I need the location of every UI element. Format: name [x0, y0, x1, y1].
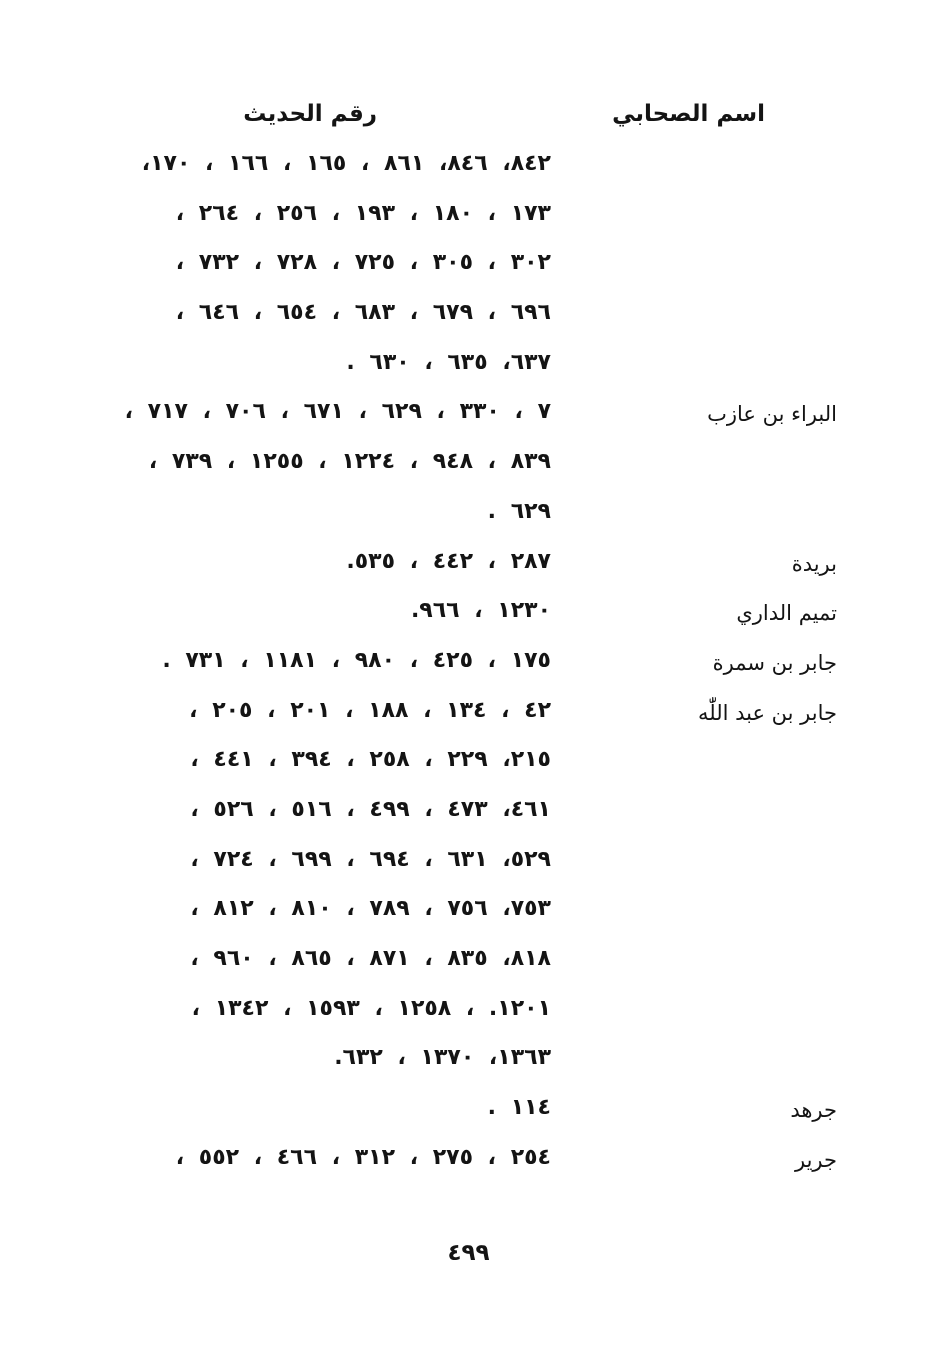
index-table — [0, 146, 937, 1189]
hadith-numbers: ١١٤ . — [487, 1095, 551, 1121]
companion-name: بريدة — [791, 551, 837, 576]
hadith-numbers: ٢١٥، ٢٢٩ ، ٢٥٨ ، ٣٩٤ ، ٤٤١ ، — [190, 747, 551, 773]
table-row — [0, 394, 937, 444]
hadith-numbers: ١٢٠١. ، ١٢٥٨ ، ١٥٩٣ ، ١٣٤٢ ، — [191, 995, 551, 1021]
table-row — [0, 991, 937, 1041]
page-number: ٤٩٩ — [447, 1240, 490, 1266]
table-row — [0, 891, 937, 941]
table-row — [0, 196, 937, 246]
hadith-numbers: ١٧٥ ، ٤٢٥ ، ٩٨٠ ، ١١٨١ ، ٧٣١ . — [162, 647, 551, 673]
hadith-numbers: ٦٩٦ ، ٦٧٩ ، ٦٨٣ ، ٦٥٤ ، ٦٤٦ ، — [175, 300, 551, 326]
companion-name: جرهد — [790, 1098, 837, 1123]
table-row — [0, 792, 937, 842]
companion-name-header: اسم الصحابي — [612, 101, 765, 127]
hadith-numbers: ٣٠٢ ، ٣٠٥ ، ٧٢٥ ، ٧٢٨ ، ٧٣٢ ، — [175, 250, 551, 276]
hadith-numbers: ٨١٨، ٨٣٥ ، ٨٧١ ، ٨٦٥ ، ٩٦٠ ، — [190, 946, 551, 971]
hadith-numbers: ٨٣٩ ، ٩٤٨ ، ١٢٢٤ ، ١٢٥٥ ، ٧٣٩ ، — [148, 449, 551, 475]
hadith-numbers: ٤٢ ، ١٣٤ ، ١٨٨ ، ٢٠١ ، ٢٠٥ ، — [189, 697, 551, 723]
hadith-numbers: ١٣٦٣، ١٣٧٠ ، ٦٣٢. — [334, 1045, 551, 1071]
table-row — [0, 1140, 937, 1190]
hadith-numbers: ٢٥٤ ، ٢٧٥ ، ٣١٢ ، ٤٦٦ ، ٥٥٢ ، — [175, 1144, 551, 1170]
table-row — [0, 295, 937, 345]
table-row — [0, 345, 937, 395]
hadith-numbers: ١٧٣ ، ١٨٠ ، ١٩٣ ، ٢٥٦ ، ٢٦٤ ، — [175, 200, 551, 226]
hadith-numbers: ٢٨٧ ، ٤٤٢ ، ٥٣٥. — [346, 548, 551, 574]
hadith-numbers: ٦٢٩ . — [487, 498, 551, 524]
table-row — [0, 693, 937, 743]
hadith-numbers: ٥٢٩، ٦٣١ ، ٦٩٤ ، ٦٩٩ ، ٧٢٤ ، — [190, 846, 551, 872]
companion-name: جرير — [795, 1147, 837, 1172]
hadith-numbers: ١٢٣٠ ، ٩٦٦. — [410, 598, 551, 624]
table-row — [0, 1090, 937, 1140]
companion-name: جابر بن سمرة — [712, 650, 837, 675]
table-row — [0, 444, 937, 494]
table-row — [0, 494, 937, 544]
hadith-numbers: ٧٥٣، ٧٥٦ ، ٧٨٩ ، ٨١٠ ، ٨١٢ ، — [190, 896, 551, 922]
table-row — [0, 245, 937, 295]
table-row — [0, 593, 937, 643]
companion-name: جابر بن عبد اللّٰه — [697, 700, 837, 725]
table-row — [0, 842, 937, 892]
hadith-numbers: ٦٣٧، ٦٣٥ ، ٦٣٠ . — [346, 349, 551, 375]
table-row — [0, 941, 937, 991]
hadith-number-header: رقم الحديث — [243, 101, 377, 127]
table-row — [0, 643, 937, 693]
companion-name: البراء بن عازب — [707, 402, 837, 427]
companion-name: تميم الداري — [736, 601, 837, 626]
table-row — [0, 544, 937, 594]
table-row — [0, 742, 937, 792]
hadith-numbers: ٧ ، ٣٣٠ ، ٦٢٩ ، ٦٧١ ، ٧٠٦ ، ٧١٧ ، — [124, 399, 551, 425]
hadith-numbers: ٤٦١، ٤٧٣ ، ٤٩٩ ، ٥١٦ ، ٥٢٦ ، — [190, 796, 551, 822]
hadith-numbers: ٨٤٢، ٨٤٦، ٨٦١ ، ١٦٥ ، ١٦٦ ، ١٧٠، — [141, 151, 551, 176]
table-row — [0, 146, 937, 196]
table-row — [0, 1040, 937, 1090]
